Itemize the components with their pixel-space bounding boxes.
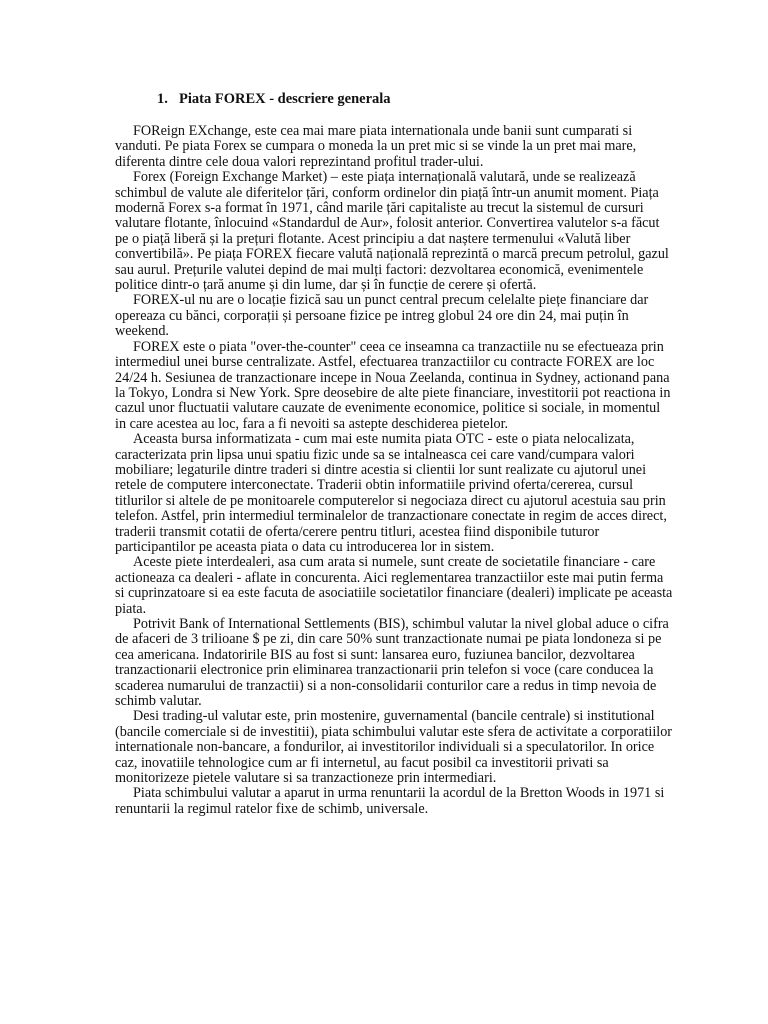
paragraph: Aceasta bursa informatizata - cum mai este numita piata OTC - este o piata nelocalizata, caracterizata prin lipsa unui spatiu fizic unde sa se intalneasca cei care vand/cumpara valori mobiliare; legaturile dintre traderi si dintre acestia si clientii lor sunt realizate cu ajutorul unei retele de computere interconectate. Traderii obtin informatiile privind oferta/cererea, cursul titlurilor si altele de pe monitoarele computerelor si negociaza direct cu ajutorul acestuia sau prin telefon. Astfel, prin intermediul terminalelor de tranzactionare conectate in regim de acces direct, traderii transmit cotatii de oferta/cerere pentru titluri, acestea fiind disponibile tuturor participantilor pe aceasta piata o data cu introducerea lor in sistem. bbox=[115, 431, 667, 555]
section-heading bbox=[157, 91, 391, 108]
paragraph: Desi trading-ul valutar este, prin mostenire, guvernamental (bancile centrale) si institutional (bancile comerciale si de investitii), piata schimbului valutar este sfera de activitate a corporatiilor internationale non-bancare, a fondurilor, ai investitorilor individuali si a speculatorilor. In orice caz, inovatiile tehnologice cum ar fi internetul, au facut posibil ca investitorii privati sa monitorizeze pietele valutare si sa tranzactioneze prin intermediari. bbox=[115, 708, 673, 787]
paragraph: FOReign EXchange, este cea mai mare piata internationala unde banii sunt cumparati si vanduti. Pe piata Forex se cumpara o moneda la un pret mic si se vinde la un pret mai mare, diferenta dintre cele doua valori reprezintand profitul trader-ului. bbox=[115, 123, 637, 170]
paragraph: FOREX este o piata "over-the-counter" ceea ce inseamna ca tranzactiile nu se efectueaza prin intermediul unei burse centralizate. Astfel, efectuarea tranzactiilor cu contracte FOREX are loc 24/24 h. Sesiunea de tranzactionare incepe in Noua Zeelanda, continua in Sydney, actionand pana la Tokyo, Londra si New York. Spre deosebire de alte piete financiare, investitorii pot reactiona in cazul unor fluctuatii valutare cauzate de evenimente economice, politice si sociale, in momentul in care acestea au loc, fara a fi nevoiti sa astepte deschiderea pietelor. bbox=[115, 338, 671, 432]
paragraph: Potrivit Bank of International Settlements (BIS), schimbul valutar la nivel global aduce o cifra de afaceri de 3 trilioane $ pe zi, din care 50% sunt tranzactionate numai pe piata londoneza si pe cea americana. Indatoririle BIS au fost si sunt: lansarea euro, fuziunea bancilor, dezvoltarea tranzactionarii electronice prin eliminarea tranzactionarii prin telefon si voce (care conducea la scaderea numarului de tranzactii) si a non-consolidarii conturilor care a redus in timp nevoia de schimb valutar. bbox=[115, 616, 669, 710]
heading-number: 1. bbox=[157, 91, 168, 107]
paragraph: Forex (Foreign Exchange Market) – este piața internațională valutară, unde se realizează schimbul de valute ale diferitelor țări, conform ordinelor din piață într-un anumit moment. Piața modernă Forex s-a format în 1971, când marile țări capitaliste au trecut la sistemul de cursuri valutare flotante, înlocuind «Standardul de Aur», folosit anterior. Convertirea valutelor s-a făcut pe o piață liberă și la prețuri flotante. Acest principiu a dat naștere termenului «Valută liber convertibilă». Pe piața FOREX fiecare valută națională reprezintă o marcă precum petrolul, gazul sau aurul. Prețurile valutei depind de mai mulți factori: dezvoltarea economică, evenimentele politice dintr-o țară anume și din lume, dar și în funcție de cerere și ofertă. bbox=[115, 169, 669, 294]
paragraph: FOREX-ul nu are o locație fizică sau un punct central precum celelalte piețe financiare dar opereaza cu bănci, corporații și persoane fizice pe intreg globul 24 ore din 24, mai puțin în weekend. bbox=[115, 292, 649, 340]
document-body bbox=[115, 124, 673, 817]
paragraph: Aceste piete interdealeri, asa cum arata si numele, sunt create de societatile financiare - care actioneaza ca dealeri - aflate in concurenta. Aici reglementarea tranzactiilor este mai putin ferma si cuprinzatoare si ea este facuta de asociatiile societatilor financiare (dealeri) implicate pe aceasta piata. bbox=[115, 554, 673, 617]
heading-text: Piata FOREX - descriere generala bbox=[179, 91, 391, 107]
paragraph: Piata schimbului valutar a aparut in urma renuntarii la acordul de la Bretton Woods in 1971 si renuntarii la regimul ratelor fixe de schimb, universale. bbox=[115, 785, 665, 817]
